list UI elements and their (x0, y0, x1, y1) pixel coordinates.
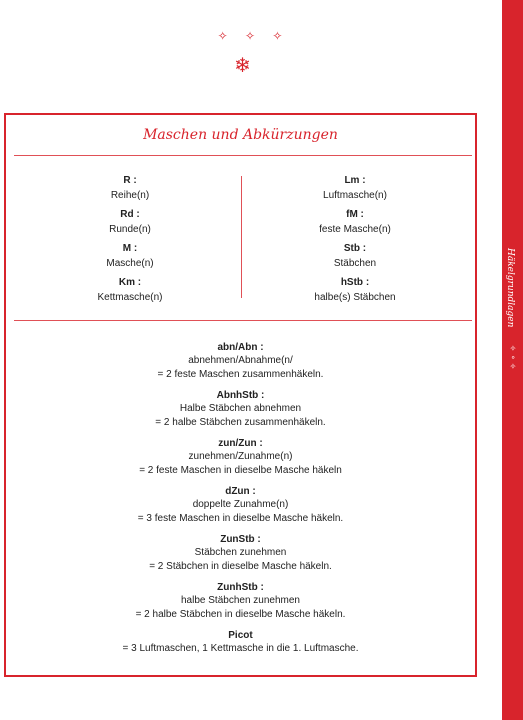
sparkle-icon: ✧ (272, 29, 283, 43)
description-line: doppelte Zunahme(n) (192, 499, 289, 510)
sidebar-label: Häkelgrundlagen (505, 248, 515, 328)
sparkle-icon: ✧ (509, 362, 517, 371)
abbreviation-column-left (70, 174, 190, 310)
description-line: zunehmen/Zunahme(n) (188, 451, 293, 462)
abbreviation: dZun : (225, 486, 256, 497)
description-line: Stäbchen zunehmen (194, 547, 287, 558)
abbreviation-entry (70, 208, 190, 242)
meaning: halbe(s) Stäbchen (314, 292, 396, 303)
dot-icon: ∘ (510, 353, 516, 362)
sparkle-ornament (0, 29, 500, 43)
description-line: = 2 halbe Stäbchen zusammenhäkeln. (155, 416, 326, 428)
abbreviation: zun/Zun : (218, 438, 263, 449)
abbreviation-entry (295, 208, 415, 242)
abbreviation-column-right (295, 174, 415, 310)
page-title: Maschen und Abkürzungen (143, 127, 338, 143)
abbreviation: ZunhStb : (217, 582, 264, 593)
abbreviation-entry (295, 242, 415, 276)
sparkle-icon: ✧ (509, 344, 517, 353)
snowflake-icon: ❄ (234, 55, 251, 77)
abbreviation: ZunStb : (220, 534, 261, 545)
abbreviation-entry (295, 276, 415, 310)
abbreviation: R : (123, 175, 137, 186)
abbreviation: fM : (346, 209, 364, 220)
description-line: = 3 feste Maschen in dieselbe Masche häkeln. (137, 512, 344, 524)
abbreviation: Stb : (343, 243, 367, 254)
list-item (4, 341, 477, 381)
meaning: Runde(n) (109, 224, 151, 235)
meaning: Masche(n) (106, 258, 154, 269)
description-line: = 2 halbe Stäbchen in dieselbe Masche häkeln. (135, 608, 346, 620)
list-item (4, 389, 477, 429)
abbreviation-entry (295, 174, 415, 208)
description-line: = 3 Luftmaschen, 1 Kettmasche in die 1. Luftmasche. (122, 643, 359, 654)
abbreviation-entry (70, 242, 190, 276)
divider-middle (14, 320, 472, 321)
meaning: Reihe(n) (110, 190, 150, 201)
list-item (4, 485, 477, 525)
abbreviation: abn/Abn : (217, 342, 264, 353)
abbreviation: hStb : (340, 277, 370, 288)
list-item (4, 581, 477, 621)
meaning: Kettmasche(n) (97, 292, 163, 303)
list-item (4, 629, 477, 656)
abbreviation: M : (122, 243, 138, 254)
column-divider (241, 176, 242, 298)
list-item (4, 437, 477, 477)
meaning: Luftmasche(n) (323, 190, 387, 201)
abbreviation-entry (70, 276, 190, 310)
meaning: feste Masche(n) (319, 224, 391, 235)
description-line: Halbe Stäbchen abnehmen (179, 403, 302, 414)
description-line: = 2 feste Maschen zusammenhäkeln. (157, 368, 324, 380)
abbreviation-entry (70, 174, 190, 208)
meaning: Stäbchen (333, 258, 377, 269)
sparkle-icon: ✧ (217, 29, 228, 43)
abbreviation: Km : (118, 277, 142, 288)
description-line: = 2 feste Maschen in dieselbe Masche häkeln (139, 464, 342, 476)
abbreviation: AbnhStb : (216, 390, 265, 401)
description-line: = 2 Stäbchen in dieselbe Masche häkeln. (149, 560, 332, 572)
abbreviation: Picot (228, 630, 253, 641)
divider-top (14, 155, 472, 156)
list-item (4, 533, 477, 573)
description-line: abnehmen/Abnahme(n/ (188, 355, 293, 366)
sparkle-icon: ✧ (244, 29, 256, 43)
technique-list (4, 341, 477, 664)
abbreviation: Rd : (120, 209, 140, 220)
abbreviation: Lm : (344, 175, 366, 186)
sidebar-dots-ornament (505, 344, 521, 371)
description-line: halbe Stäbchen zunehmen (181, 595, 300, 606)
